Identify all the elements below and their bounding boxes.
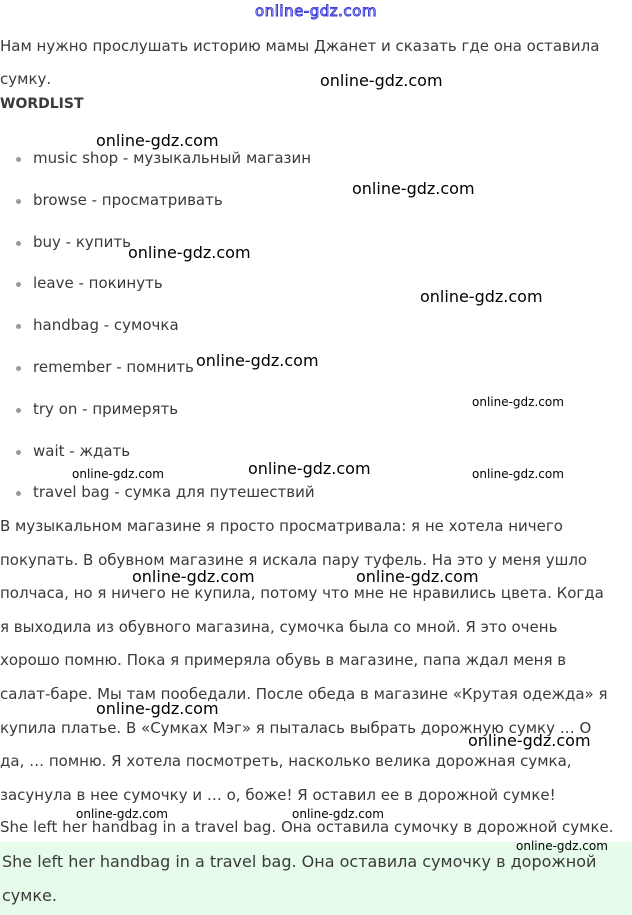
answer-highlight-text: She left her handbag in a travel bag. Она оставила сумочку в дорожной сумке. (2, 852, 597, 905)
watermark: online-gdz.com (516, 839, 608, 853)
intro-text: Нам нужно прослушать историю мамы Джанет и сказать где она оставила сумку. (0, 37, 600, 88)
watermark: online-gdz.com (132, 567, 255, 586)
watermark: online-gdz.com (72, 467, 164, 481)
wordlist-item: try on - примерять (0, 389, 315, 431)
wordlist-item: handbag - сумочка (0, 305, 315, 347)
watermark: online-gdz.com (96, 699, 219, 718)
top-watermark: online-gdz.com (255, 2, 377, 20)
wordlist-item: music shop - музыкальный магазин (0, 138, 315, 180)
answer-text: She left her handbag in a travel bag. Она оставила сумочку в дорожной сумке. (0, 818, 614, 836)
watermark: online-gdz.com (472, 395, 564, 409)
wordlist-heading: WORDLIST (0, 96, 84, 112)
watermark: online-gdz.com (128, 243, 251, 262)
watermark: online-gdz.com (96, 131, 219, 150)
wordlist-item: travel bag - сумка для путешествий (0, 472, 315, 514)
wordlist-item: remember - помнить (0, 347, 315, 389)
watermark: online-gdz.com (76, 807, 168, 821)
watermark: online-gdz.com (352, 179, 475, 198)
wordlist-item: leave - покинуть (0, 263, 315, 305)
watermark: online-gdz.com (356, 567, 479, 586)
watermark: online-gdz.com (320, 71, 443, 90)
wordlist (0, 138, 315, 514)
watermark: online-gdz.com (420, 287, 543, 306)
wordlist-item: browse - просматривать (0, 180, 315, 222)
watermark: online-gdz.com (248, 459, 371, 478)
watermark: online-gdz.com (292, 807, 384, 821)
watermark: online-gdz.com (196, 351, 319, 370)
watermark: online-gdz.com (468, 731, 591, 750)
story-text: В музыкальном магазине я просто просматривала: я не хотела ничего покупать. В обувном магазине я искала пару туфель. На это у меня ушло полчаса, но я ничего не купила, потому что мне не нравились цвета. Когда я выходила из обувного магазина, сумочка была со мной. Я это очень хорошо помню. Пока я примеряла обувь в магазине, папа ждал меня в салат-баре. Мы там пообедали. После обеда в магазине «Крутая одежда» я купила платье. В «Сумках Мэг» я пыталась выбрать дорожную сумку … О да, … помню. Я хотела посмотреть, насколько велика дорожная сумка, засунула в нее сумочку и … о, боже! Я оставил ее в дорожной сумке! (0, 517, 608, 804)
watermark: online-gdz.com (472, 467, 564, 481)
wordlist-item: wait - ждать (0, 431, 315, 473)
wordlist-item: buy - купить (0, 222, 315, 264)
